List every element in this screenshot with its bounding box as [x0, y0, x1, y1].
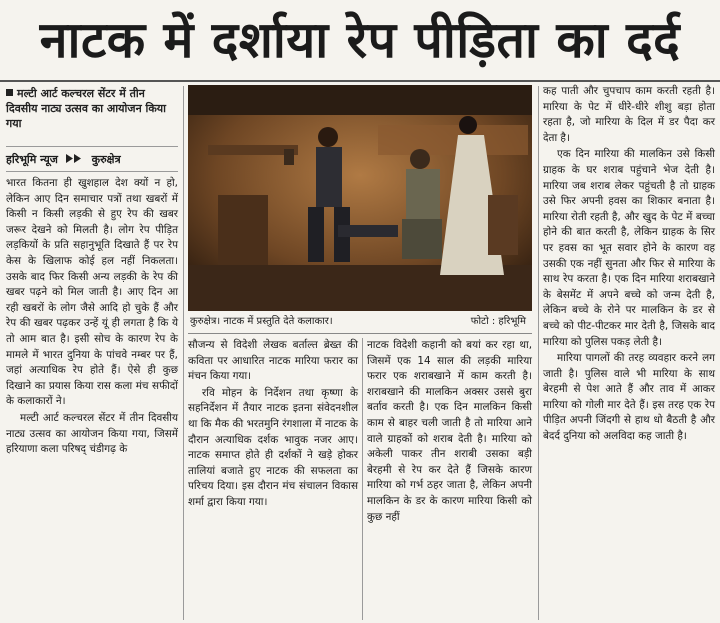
column-1 — [6, 176, 178, 621]
column-divider-1 — [183, 86, 184, 620]
col2-para-1: सौजन्य से विदेशी लेखक बर्ताल्त ब्रेख्त की कविता पर आधारित नाटक मारिया फरार का मंचन किया गया। — [188, 339, 358, 383]
byline-source: हरिभूमि न्यूज — [6, 153, 58, 166]
headline: नाटक में दर्शाया रेप पीड़िता का दर्द — [39, 11, 681, 69]
col1-para-2: मल्टी आर्ट कल्चरल सेंटर में तीन दिवसीय नाट्य उत्सव का आयोजन किया गया, जिसमें हरियाणा कला परिषद् चंडीगढ़ के — [6, 411, 178, 456]
stage-scene-image — [188, 85, 532, 311]
col4-para-0: कह पाती और चुपचाप काम करती रहती है। मारिया के पेट में धीरे-धीरे शीशु बड़ा होता रहता है, जो मारिया के दिल में डर पैदा कर देता है। — [543, 85, 715, 144]
column-divider-2 — [362, 338, 363, 620]
stage-photo — [188, 85, 532, 311]
byline-place: कुरुक्षेत्र — [91, 153, 121, 166]
column-3 — [367, 338, 532, 620]
kicker — [6, 86, 178, 142]
headline-rule — [0, 80, 720, 82]
double-arrow-icon — [64, 154, 86, 163]
kicker-rule — [6, 146, 178, 147]
col1-para-1: भारत कितना ही खुशहाल देश क्यों न हो, लेकिन आए दिन समाचार पत्रों तथा खबरों में किसी न किसी लड़की से हुए रेप की खबर जरूर देखने को मिलती है। लोग रेप पीड़ित लड़कियों के प्रति सहानुभूति दिखाते हैं पर रेप केस के खिलाफ कोई हल नहीं निकलता। उसके बाद फिर किसी अन्य लड़की के रेप की खबर पढ़ने को मिल जाती है। आए दिन आ रही खबरों के लोग जैसे आदि हो चुके हैं और रेप की खबर पढ़कर उन्हें यूं ही लगता है कि ये तो आम बात है। इसी सोच के कारण रेप के मामले में भारत दुनिया के पांचवे नम्बर पर हैं, जहां अत्याधिक रेप होते हैं। ऐसे ही कुछ दिखाने का प्रयास किया रास कला मंच सफीदों के कलाकारों ने। — [6, 177, 178, 408]
col3-para-1: नाटक विदेशी कहानी को बयां कर रहा था, जिसमें एक 14 साल की लड़की मारिया फरार एक शराबखाने में काम करती है। शराबखाने की मालकिन अक्सर उससे बुरा बर्ताव करती है। एक दिन मालकिन किसी काम से बाहर चली जाती है तो मारिया आने वाले ग्राहकों को शराब देती है। मारिया को अकेली पाकर तीन शराबी उसका बड़ी बेरहमी से रेप कर देते हैं जिसके कारण मारिया को गर्भ ठहर जाता है, लेकिन अपनी मालकिन के डर के कारण मारिया किसी को कुछ नहीं — [367, 339, 532, 523]
bullet-icon — [6, 89, 13, 96]
photo-caption — [188, 311, 532, 334]
caption-text: कुरुक्षेत्र। नाटक में प्रस्तुति देते कलाकार। — [190, 316, 333, 327]
kicker-text: मल्टी आर्ट कल्चरल सेंटर में तीन दिवसीय नाट्य उत्सव का आयोजन किया गया — [6, 87, 167, 130]
photo-credit: फोटो : हरिभूमि — [470, 316, 526, 327]
column-divider-3 — [538, 86, 539, 620]
byline — [6, 152, 178, 168]
col4-para-1: एक दिन मारिया की मालकिन उसे किसी ग्राहक के घर शराब पहुंचाने भेज देती है। मारिया जब शराब लेकर पहुंचती है तो ग्राहक उसे फिर अपनी हवस का शिकार बनाता है। मारिया रोती रहती है, और खुद के पेट में बच्चा होने की बात करती है, लेकिन ग्राहक के सिर पर हवस का भूत सवार होने के कारण वह उसकी एक नहीं सुनता और फिर से मारिया के साथ रेप करता है। एक दिन मारिया शराबखाने के बेसमेंट में अपने बच्चे को जन्म देती है, लेकिन बच्चे के रोने पर मालकिन के डर से बच्चे को पीट-पीटकर मार देती है, जिसके बाद मारिया को पुलिस पकड़ लेती है। — [543, 148, 715, 348]
col4-para-2: मारिया पागलों की तरह व्यवहार करने लग जाती है। पुलिस वाले भी मारिया के साथ बेरहमी से पेश आते हैं और ताव में आकर मारिया को गोली मार देते हैं। इस तरह एक रेप पीड़ित अपनी जिंदगी से हाथ धो बैठती है और बेदर्द दुनिया को अलविदा कह जाती है। — [543, 352, 715, 443]
byline-rule — [6, 171, 178, 172]
col2-para-2: रवि मोहन के निर्देशन तथा कृष्णा के सहनिर्देशन में तैयार नाटक इतना संवेदनशील था कि मैक की भरतमुनि रंगशाला में नाटक के दौरान अत्याधिक दर्शक भावुक नजर आए। नाटक समाप्त होते ही दर्शकों ने खड़े होकर तालियां बजाते हुए नाटक की सफलता का परिचय दिया। इस दौरान मंच संचालन विकास शर्मा द्वारा किया गया। — [188, 386, 358, 508]
column-2 — [188, 338, 358, 620]
column-4 — [543, 84, 715, 620]
